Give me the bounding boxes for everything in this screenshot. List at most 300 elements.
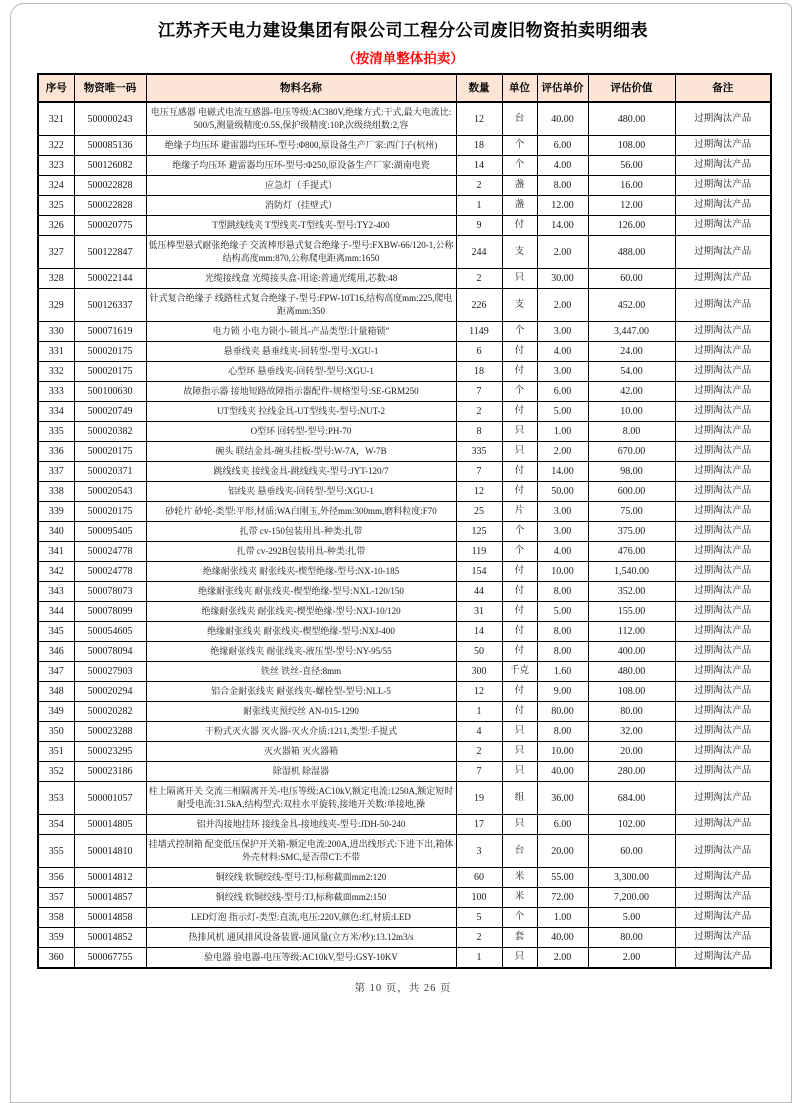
cell-appraised-value: 476.00	[588, 542, 675, 562]
cell-quantity: 2	[456, 402, 502, 422]
cell-unit: 付	[502, 562, 537, 582]
cell-note: 过期淘汰产品	[675, 682, 771, 702]
cell-unit-price: 4.00	[537, 542, 588, 562]
cell-material-name: 绝缘耐张线夹 耐张线夹-楔型绝缘-型号:NX-10-185	[146, 562, 456, 582]
cell-material-code: 500014858	[74, 908, 146, 928]
cell-material-name: 砂轮片 砂轮-类型:平形,材质:WA白刚玉,外径mm:300mm,磨料粒度:F70	[146, 502, 456, 522]
cell-unit-price: 1.60	[537, 662, 588, 682]
cell-quantity: 9	[456, 216, 502, 236]
cell-material-code: 500014810	[74, 835, 146, 868]
table-row	[38, 642, 771, 662]
cell-quantity: 2	[456, 928, 502, 948]
cell-unit: 只	[502, 762, 537, 782]
table-row	[38, 702, 771, 722]
cell-unit-price: 8.00	[537, 622, 588, 642]
cell-serial: 322	[38, 136, 74, 156]
cell-unit: 个	[502, 908, 537, 928]
table-row	[38, 602, 771, 622]
cell-quantity: 14	[456, 156, 502, 176]
cell-material-code: 500020749	[74, 402, 146, 422]
page-content	[11, 4, 791, 995]
table-row	[38, 289, 771, 322]
cell-serial: 323	[38, 156, 74, 176]
cell-serial: 346	[38, 642, 74, 662]
table-row	[38, 542, 771, 562]
cell-unit-price: 40.00	[537, 928, 588, 948]
table-row	[38, 382, 771, 402]
cell-note: 过期淘汰产品	[675, 928, 771, 948]
cell-unit: 付	[502, 702, 537, 722]
cell-appraised-value: 280.00	[588, 762, 675, 782]
cell-unit-price: 4.00	[537, 156, 588, 176]
cell-serial: 358	[38, 908, 74, 928]
cell-appraised-value: 10.00	[588, 402, 675, 422]
cell-serial: 332	[38, 362, 74, 382]
header-unit: 单位	[502, 74, 537, 102]
cell-note: 过期淘汰产品	[675, 269, 771, 289]
cell-serial: 360	[38, 948, 74, 969]
cell-material-name: 铝线夹 悬垂线夹-回转型-型号:XGU-1	[146, 482, 456, 502]
cell-note: 过期淘汰产品	[675, 522, 771, 542]
cell-note: 过期淘汰产品	[675, 722, 771, 742]
cell-unit-price: 20.00	[537, 835, 588, 868]
cell-appraised-value: 108.00	[588, 136, 675, 156]
table-row	[38, 908, 771, 928]
cell-material-name: 铝并沟接地挂环 接线金具-接地线夹-型号:JDH-50-240	[146, 815, 456, 835]
cell-serial: 355	[38, 835, 74, 868]
cell-serial: 340	[38, 522, 74, 542]
cell-material-name: 跳线线夹 接线金具-跳线线夹-型号:JYT-120/7	[146, 462, 456, 482]
cell-material-name: O型环 回转型-型号:PH-70	[146, 422, 456, 442]
cell-appraised-value: 126.00	[588, 216, 675, 236]
cell-note: 过期淘汰产品	[675, 156, 771, 176]
cell-note: 过期淘汰产品	[675, 289, 771, 322]
cell-unit: 只	[502, 422, 537, 442]
cell-note: 过期淘汰产品	[675, 602, 771, 622]
cell-appraised-value: 352.00	[588, 582, 675, 602]
cell-unit-price: 1.00	[537, 908, 588, 928]
cell-unit-price: 1.00	[537, 422, 588, 442]
cell-appraised-value: 8.00	[588, 422, 675, 442]
cell-serial: 324	[38, 176, 74, 196]
table-row	[38, 682, 771, 702]
cell-appraised-value: 3,300.00	[588, 868, 675, 888]
cell-material-name: 碗头 联结金具-碗头挂板-型号:W-7A，W-7B	[146, 442, 456, 462]
cell-unit-price: 8.00	[537, 642, 588, 662]
cell-material-code: 500020282	[74, 702, 146, 722]
cell-unit-price: 40.00	[537, 102, 588, 136]
cell-material-name: 消防灯（挂壁式）	[146, 196, 456, 216]
cell-serial: 325	[38, 196, 74, 216]
cell-serial: 338	[38, 482, 74, 502]
header-note: 备注	[675, 74, 771, 102]
cell-serial: 354	[38, 815, 74, 835]
cell-unit-price: 4.00	[537, 342, 588, 362]
cell-unit: 套	[502, 928, 537, 948]
cell-unit: 千克	[502, 662, 537, 682]
cell-material-code: 500067755	[74, 948, 146, 969]
cell-unit: 付	[502, 362, 537, 382]
cell-serial: 351	[38, 742, 74, 762]
cell-unit: 付	[502, 622, 537, 642]
table-row	[38, 888, 771, 908]
page-subtitle: （按清单整体拍卖）	[342, 51, 464, 66]
table-row	[38, 782, 771, 815]
cell-material-code: 500000243	[74, 102, 146, 136]
cell-unit-price: 3.00	[537, 502, 588, 522]
cell-note: 过期淘汰产品	[675, 582, 771, 602]
cell-material-code: 500014852	[74, 928, 146, 948]
cell-appraised-value: 60.00	[588, 269, 675, 289]
cell-material-name: 绝缘子均压环 避雷器均压环-型号:Φ800,原设备生产厂家:西门子(杭州)	[146, 136, 456, 156]
table-row	[38, 269, 771, 289]
table-row	[38, 502, 771, 522]
cell-note: 过期淘汰产品	[675, 236, 771, 269]
cell-serial: 326	[38, 216, 74, 236]
cell-serial: 339	[38, 502, 74, 522]
table-body	[38, 102, 771, 968]
cell-quantity: 2	[456, 742, 502, 762]
cell-note: 过期淘汰产品	[675, 422, 771, 442]
cell-quantity: 335	[456, 442, 502, 462]
cell-quantity: 1149	[456, 322, 502, 342]
cell-appraised-value: 42.00	[588, 382, 675, 402]
cell-unit: 付	[502, 216, 537, 236]
table-row	[38, 156, 771, 176]
cell-unit-price: 55.00	[537, 868, 588, 888]
cell-material-name: T型跳线线夹 T型线夹-T型线夹-型号:TY2-400	[146, 216, 456, 236]
cell-note: 过期淘汰产品	[675, 762, 771, 782]
cell-note: 过期淘汰产品	[675, 542, 771, 562]
cell-material-name: 心型环 悬垂线夹-回转型-型号:XGU-1	[146, 362, 456, 382]
cell-quantity: 3	[456, 835, 502, 868]
cell-appraised-value: 1,540.00	[588, 562, 675, 582]
cell-material-code: 500085136	[74, 136, 146, 156]
table-row	[38, 176, 771, 196]
cell-appraised-value: 452.00	[588, 289, 675, 322]
cell-unit: 个	[502, 322, 537, 342]
cell-quantity: 8	[456, 422, 502, 442]
cell-material-name: 低压棒型悬式耐张绝缘子 交流棒形悬式复合绝缘子-型号:FXBW-66/120-1,公称结构高度mm:870,公称爬电距离mm:1650	[146, 236, 456, 269]
cell-note: 过期淘汰产品	[675, 176, 771, 196]
cell-quantity: 244	[456, 236, 502, 269]
cell-quantity: 5	[456, 908, 502, 928]
cell-material-code: 500078073	[74, 582, 146, 602]
cell-unit-price: 2.00	[537, 236, 588, 269]
cell-material-name: 绝缘子均压环 避雷器均压环-型号:Φ250,原设备生产厂家:湖南电瓷	[146, 156, 456, 176]
cell-unit-price: 10.00	[537, 562, 588, 582]
cell-unit: 只	[502, 815, 537, 835]
header-serial: 序号	[38, 74, 74, 102]
cell-unit-price: 36.00	[537, 782, 588, 815]
cell-quantity: 6	[456, 342, 502, 362]
cell-serial: 341	[38, 542, 74, 562]
cell-material-code: 500020175	[74, 362, 146, 382]
cell-note: 过期淘汰产品	[675, 462, 771, 482]
cell-serial: 321	[38, 102, 74, 136]
cell-appraised-value: 102.00	[588, 815, 675, 835]
cell-serial: 353	[38, 782, 74, 815]
cell-unit-price: 2.00	[537, 442, 588, 462]
cell-material-code: 500054605	[74, 622, 146, 642]
cell-material-name: 绝缘耐张线夹 耐张线夹-液压型-型号:NY-95/55	[146, 642, 456, 662]
cell-material-code: 500020543	[74, 482, 146, 502]
cell-material-code: 500020371	[74, 462, 146, 482]
cell-appraised-value: 56.00	[588, 156, 675, 176]
header-value: 评估价值	[588, 74, 675, 102]
cell-quantity: 119	[456, 542, 502, 562]
cell-unit: 组	[502, 782, 537, 815]
cell-note: 过期淘汰产品	[675, 868, 771, 888]
cell-material-code: 500078099	[74, 602, 146, 622]
cell-unit-price: 8.00	[537, 722, 588, 742]
cell-unit-price: 6.00	[537, 815, 588, 835]
cell-unit: 个	[502, 542, 537, 562]
table-row	[38, 482, 771, 502]
table-row	[38, 136, 771, 156]
cell-material-code: 500014857	[74, 888, 146, 908]
table-row	[38, 722, 771, 742]
cell-unit: 片	[502, 502, 537, 522]
cell-material-code: 500020775	[74, 216, 146, 236]
cell-serial: 359	[38, 928, 74, 948]
cell-unit: 个	[502, 522, 537, 542]
cell-unit: 支	[502, 236, 537, 269]
cell-serial: 342	[38, 562, 74, 582]
cell-appraised-value: 155.00	[588, 602, 675, 622]
cell-appraised-value: 670.00	[588, 442, 675, 462]
cell-unit-price: 14.00	[537, 216, 588, 236]
cell-unit: 付	[502, 602, 537, 622]
cell-material-code: 500024778	[74, 562, 146, 582]
table-row	[38, 102, 771, 136]
cell-material-name: 绝缘耐张线夹 耐张线夹-楔型绝缘-型号:NXJ-400	[146, 622, 456, 642]
cell-material-name: 光缆接线盒 光缆接头盒-用途:普通光缆用,芯数:48	[146, 269, 456, 289]
cell-note: 过期淘汰产品	[675, 662, 771, 682]
cell-unit-price: 10.00	[537, 742, 588, 762]
cell-unit: 个	[502, 156, 537, 176]
cell-quantity: 1	[456, 948, 502, 969]
cell-note: 过期淘汰产品	[675, 562, 771, 582]
cell-material-name: UT型线夹 拉线金具-UT型线夹-型号:NUT-2	[146, 402, 456, 422]
cell-unit: 台	[502, 835, 537, 868]
cell-note: 过期淘汰产品	[675, 948, 771, 969]
table-row	[38, 236, 771, 269]
cell-note: 过期淘汰产品	[675, 702, 771, 722]
cell-material-code: 500095405	[74, 522, 146, 542]
cell-unit: 只	[502, 269, 537, 289]
cell-unit: 盏	[502, 196, 537, 216]
cell-serial: 347	[38, 662, 74, 682]
cell-unit: 付	[502, 642, 537, 662]
cell-material-name: 铜绞线 软铜绞线-型号:TJ,标称截面mm2:120	[146, 868, 456, 888]
cell-material-code: 500078094	[74, 642, 146, 662]
table-row	[38, 582, 771, 602]
table-row	[38, 928, 771, 948]
cell-material-code: 500023288	[74, 722, 146, 742]
table-row	[38, 196, 771, 216]
cell-material-name: 针式复合绝缘子 线路柱式复合绝缘子-型号:FPW-10T16,结构高度mm:225,爬电距离mm:350	[146, 289, 456, 322]
cell-material-name: 柱上隔离开关 交流三相隔离开关-电压等级:AC10kV,额定电流:1250A,额定短时耐受电流:31.5kA,结构型式:双柱水平旋转,接地开关数:单接地,操	[146, 782, 456, 815]
cell-appraised-value: 488.00	[588, 236, 675, 269]
cell-material-name: 验电器 验电器-电压等级:AC10kV,型号:GSY-10KV	[146, 948, 456, 969]
cell-material-name: 绝缘耐张线夹 耐张线夹-楔型绝缘-型号:NXL-120/150	[146, 582, 456, 602]
cell-serial: 349	[38, 702, 74, 722]
table-header-row	[38, 74, 771, 102]
cell-appraised-value: 480.00	[588, 662, 675, 682]
cell-note: 过期淘汰产品	[675, 342, 771, 362]
cell-quantity: 18	[456, 362, 502, 382]
cell-material-code: 500126082	[74, 156, 146, 176]
cell-note: 过期淘汰产品	[675, 782, 771, 815]
cell-appraised-value: 375.00	[588, 522, 675, 542]
page-number-footer: 第 10 页，共 26 页	[354, 983, 452, 994]
cell-material-code: 500100630	[74, 382, 146, 402]
cell-note: 过期淘汰产品	[675, 216, 771, 236]
cell-material-name: 故障指示器 接地短路故障指示器配件-规格型号:SE-GRM250	[146, 382, 456, 402]
table-row	[38, 622, 771, 642]
cell-quantity: 25	[456, 502, 502, 522]
cell-material-code: 500022828	[74, 176, 146, 196]
cell-material-name: 悬垂线夹 悬垂线夹-回转型-型号:XGU-1	[146, 342, 456, 362]
cell-unit: 只	[502, 442, 537, 462]
cell-material-code: 500014805	[74, 815, 146, 835]
cell-appraised-value: 600.00	[588, 482, 675, 502]
cell-unit: 付	[502, 482, 537, 502]
cell-quantity: 7	[456, 462, 502, 482]
cell-unit-price: 8.00	[537, 176, 588, 196]
table-row	[38, 815, 771, 835]
cell-material-name: 干粉式灭火器 灭火器-灭火介质:1211,类型:手提式	[146, 722, 456, 742]
cell-quantity: 154	[456, 562, 502, 582]
cell-unit-price: 6.00	[537, 136, 588, 156]
cell-material-name: 扎带 cv-292B包装用具-种类:扎带	[146, 542, 456, 562]
cell-quantity: 12	[456, 682, 502, 702]
cell-quantity: 226	[456, 289, 502, 322]
cell-material-name: 铝合金耐张线夹 耐张线夹-螺栓型-型号:NLL-5	[146, 682, 456, 702]
cell-appraised-value: 54.00	[588, 362, 675, 382]
cell-serial: 331	[38, 342, 74, 362]
cell-serial: 334	[38, 402, 74, 422]
cell-quantity: 44	[456, 582, 502, 602]
cell-quantity: 2	[456, 176, 502, 196]
cell-appraised-value: 400.00	[588, 642, 675, 662]
table-row	[38, 322, 771, 342]
cell-material-name: 灭火器箱 灭火器箱	[146, 742, 456, 762]
cell-quantity: 1	[456, 196, 502, 216]
cell-unit-price: 50.00	[537, 482, 588, 502]
cell-note: 过期淘汰产品	[675, 908, 771, 928]
table-row	[38, 662, 771, 682]
cell-appraised-value: 80.00	[588, 928, 675, 948]
cell-serial: 328	[38, 269, 74, 289]
cell-unit-price: 12.00	[537, 196, 588, 216]
cell-unit-price: 2.00	[537, 289, 588, 322]
cell-note: 过期淘汰产品	[675, 622, 771, 642]
cell-material-code: 500022828	[74, 196, 146, 216]
cell-unit: 付	[502, 342, 537, 362]
cell-appraised-value: 20.00	[588, 742, 675, 762]
table-row	[38, 442, 771, 462]
cell-unit-price: 40.00	[537, 762, 588, 782]
cell-material-code: 500020382	[74, 422, 146, 442]
cell-serial: 352	[38, 762, 74, 782]
table-row	[38, 835, 771, 868]
table-row	[38, 522, 771, 542]
cell-material-code: 500022144	[74, 269, 146, 289]
cell-quantity: 12	[456, 102, 502, 136]
cell-note: 过期淘汰产品	[675, 442, 771, 462]
cell-appraised-value: 108.00	[588, 682, 675, 702]
cell-appraised-value: 24.00	[588, 342, 675, 362]
cell-note: 过期淘汰产品	[675, 362, 771, 382]
cell-serial: 330	[38, 322, 74, 342]
cell-unit-price: 3.00	[537, 322, 588, 342]
cell-quantity: 7	[456, 382, 502, 402]
cell-serial: 343	[38, 582, 74, 602]
cell-note: 过期淘汰产品	[675, 482, 771, 502]
cell-unit: 付	[502, 582, 537, 602]
cell-note: 过期淘汰产品	[675, 322, 771, 342]
cell-quantity: 4	[456, 722, 502, 742]
cell-material-code: 500071619	[74, 322, 146, 342]
cell-material-name: 电压互感器 电磁式电流互感器-电压等级:AC380V,绝缘方式:干式,最大电流比:500/5,测量级精度:0.5S,保护级精度:10P,次级绕组数:2,容	[146, 102, 456, 136]
cell-unit: 个	[502, 136, 537, 156]
cell-quantity: 17	[456, 815, 502, 835]
cell-serial: 356	[38, 868, 74, 888]
cell-serial: 345	[38, 622, 74, 642]
cell-note: 过期淘汰产品	[675, 642, 771, 662]
cell-material-name: 扎带 cv-150包装用具-种类:扎带	[146, 522, 456, 542]
cell-unit-price: 80.00	[537, 702, 588, 722]
cell-material-code: 500014812	[74, 868, 146, 888]
table-row	[38, 216, 771, 236]
cell-quantity: 300	[456, 662, 502, 682]
cell-unit-price: 5.00	[537, 602, 588, 622]
table-row	[38, 562, 771, 582]
cell-serial: 344	[38, 602, 74, 622]
cell-material-name: 耐张线夹预绞丝 AN-015-1290	[146, 702, 456, 722]
table-row	[38, 742, 771, 762]
cell-appraised-value: 112.00	[588, 622, 675, 642]
cell-material-code: 500024778	[74, 542, 146, 562]
cell-quantity: 18	[456, 136, 502, 156]
cell-unit: 米	[502, 888, 537, 908]
cell-quantity: 60	[456, 868, 502, 888]
cell-unit-price: 6.00	[537, 382, 588, 402]
cell-quantity: 31	[456, 602, 502, 622]
cell-note: 过期淘汰产品	[675, 102, 771, 136]
table-row	[38, 762, 771, 782]
cell-serial: 348	[38, 682, 74, 702]
cell-material-name: 热排风机 通风排风设备装置-通风量(立方米/秒):13.12m3/s	[146, 928, 456, 948]
cell-material-code: 500020175	[74, 442, 146, 462]
cell-unit: 付	[502, 462, 537, 482]
cell-appraised-value: 5.00	[588, 908, 675, 928]
cell-note: 过期淘汰产品	[675, 136, 771, 156]
cell-material-code: 500020175	[74, 502, 146, 522]
cell-material-name: 绝缘耐张线夹 耐张线夹-楔型绝缘-型号:NXJ-10/120	[146, 602, 456, 622]
table-row	[38, 422, 771, 442]
cell-material-code: 500001057	[74, 782, 146, 815]
cell-material-name: 除湿机 除湿器	[146, 762, 456, 782]
cell-appraised-value: 98.00	[588, 462, 675, 482]
cell-unit: 只	[502, 722, 537, 742]
table-row	[38, 868, 771, 888]
cell-unit-price: 3.00	[537, 522, 588, 542]
cell-unit-price: 72.00	[537, 888, 588, 908]
table-row	[38, 402, 771, 422]
